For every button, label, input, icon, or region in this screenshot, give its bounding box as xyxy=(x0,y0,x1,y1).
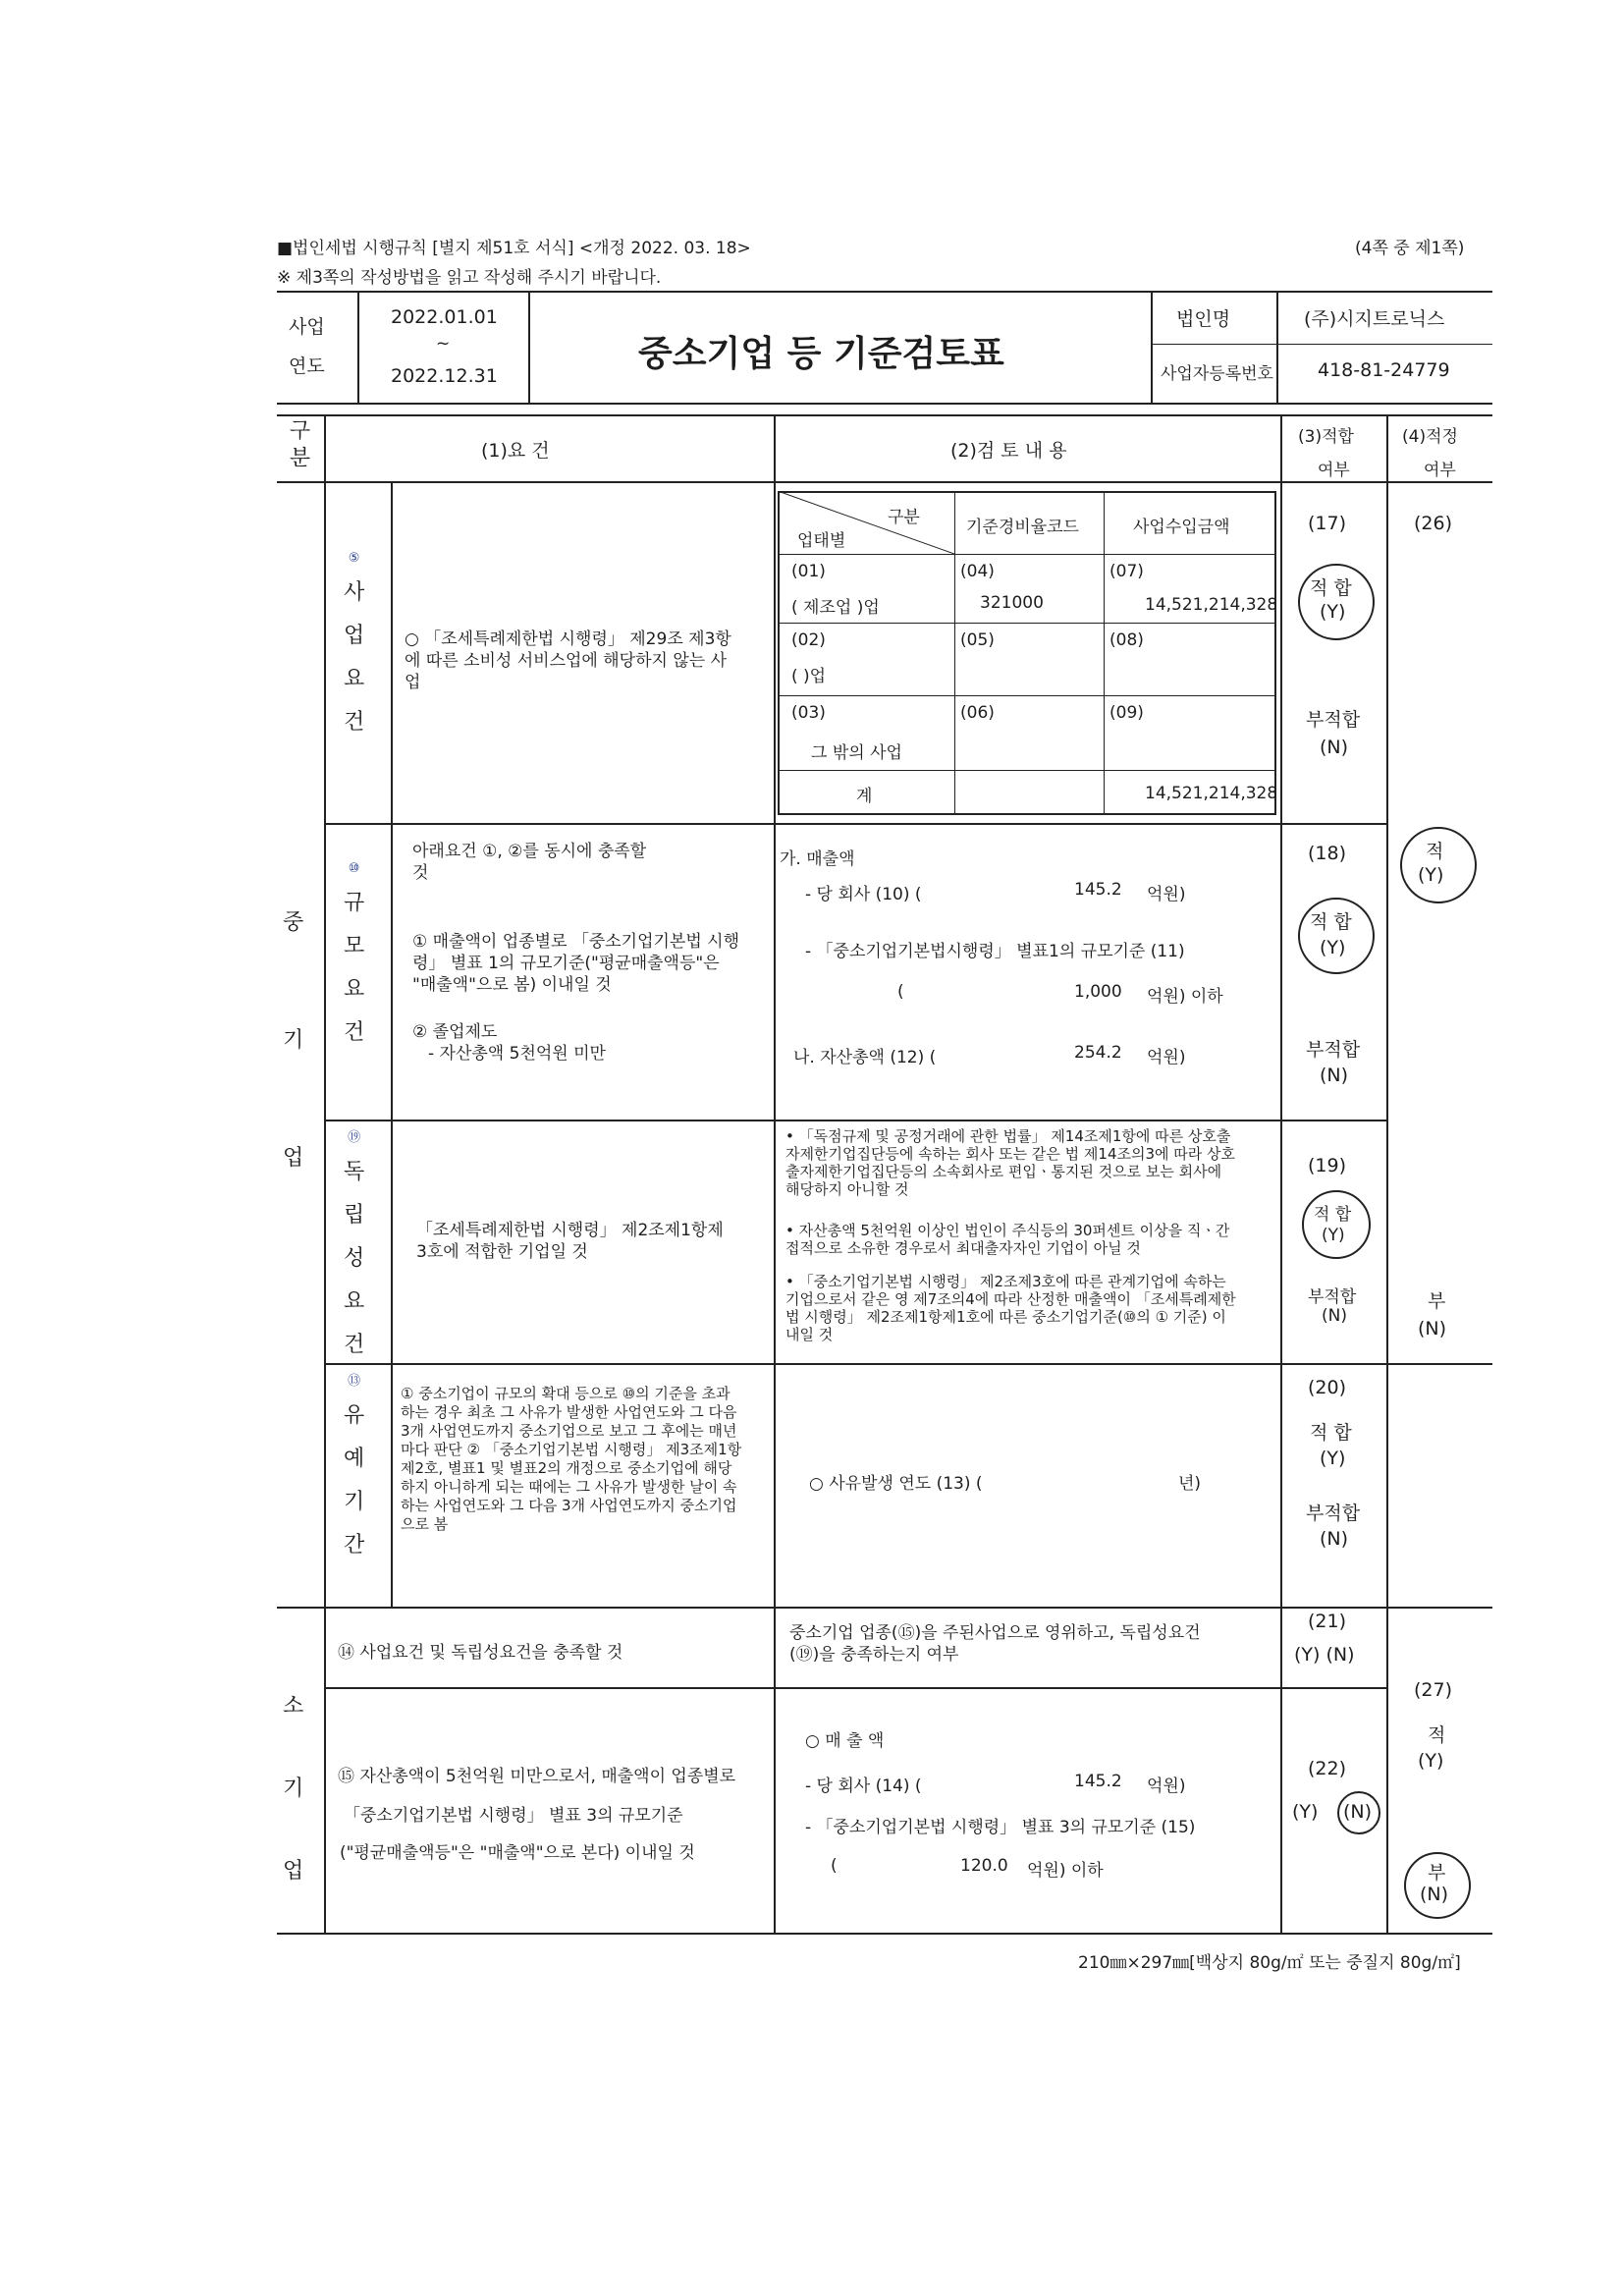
independence-label-1: 독 xyxy=(344,1160,365,1184)
row-line-1 xyxy=(324,823,1386,825)
business-label-4: 건 xyxy=(344,710,365,735)
biz-table-row-3 xyxy=(778,695,1276,696)
scale-suit-y: (Y) xyxy=(1418,864,1444,886)
independence-fit-no-n: (N) xyxy=(1322,1306,1347,1326)
independence-label-5: 건 xyxy=(344,1333,365,1357)
biz-row3-no2: (06) xyxy=(960,703,995,723)
biz-row2-name: ( )업 xyxy=(791,667,827,686)
grace-review: ○ 사유발생 연도 (13) ( xyxy=(809,1474,983,1494)
business-label-1: 사 xyxy=(344,580,365,605)
biz-row1-no2: (04) xyxy=(960,562,995,581)
title-bottom-line xyxy=(277,403,1492,405)
grace-label-2: 예 xyxy=(344,1447,365,1471)
grace-fit-yes-y: (Y) xyxy=(1320,1448,1346,1469)
independence-label-2: 립 xyxy=(344,1203,365,1228)
small-review-1: 중소기업 업종(⑮)을 주된사업으로 영위하고, 독립성요건(⑲)을 충족하는지 여부 xyxy=(789,1623,1201,1665)
form-reference: ■법인세법 시행규칙 [별지 제51호 서식] <개정 2022. 03. 18> xyxy=(277,239,751,258)
scale-review-b: 나. 자산총액 (12) ( xyxy=(793,1048,937,1067)
title-divider-2 xyxy=(528,291,530,403)
year-label-2: 연도 xyxy=(289,355,325,377)
biz-header-income: 사업수입금액 xyxy=(1133,518,1230,537)
independence-review-2: • 자산총액 5천억원 이상인 법인이 주식등의 30퍼센트 이상을 직ㆍ간접적으로 소유한 경우로서 최대출자자인 기업이 아닐 것 xyxy=(785,1222,1230,1257)
business-fit-no-n: (N) xyxy=(1320,737,1349,758)
grace-requirement: ① 중소기업이 규모의 확대 등으로 ⑩의 기준을 초과하는 경우 최초 그 사유가 발생한 사업연도와 그 다음 3개 사업연도까지 중소기업으로 보고 그 후에는 매년마다 판단 ② 「중소기업기본법 시행령」 제3조제1항제2호, 별표1 및 별표2의 개정으로 중소기업에 해당하지 아니하게 되는 때에는 그 사유가 발생한 날이 속하는 사업연도와 그 다음 3개 사업연도까지 중소기업으로 봄 xyxy=(401,1385,742,1533)
small-review-2a: - 당 회사 (14) ( xyxy=(805,1777,922,1796)
grace-label-3: 기 xyxy=(344,1490,365,1514)
biz-row3-name: 그 밖의 사업 xyxy=(811,743,902,763)
small-suit-y: (Y) xyxy=(1418,1750,1444,1772)
small-suit-n: (N) xyxy=(1420,1884,1449,1905)
scale-review-a1-unit: 억원) xyxy=(1147,885,1186,904)
paper-spec: 210㎜×297㎜[백상지 80g/㎡ 또는 중질지 80g/㎡] xyxy=(1078,1953,1461,1973)
small-req-2c: ("평균매출액등"은 "매출액"으로 본다) 이내일 것 xyxy=(340,1843,695,1863)
independence-label-4: 요 xyxy=(344,1289,365,1314)
small-fit-2-no: (22) xyxy=(1308,1758,1347,1779)
business-fit-no-label: 부적합 xyxy=(1306,709,1361,731)
table-bottom-line xyxy=(277,1933,1492,1935)
biz-row1-name: ( 제조업 )업 xyxy=(791,598,880,618)
biz-row1-no1: (01) xyxy=(791,562,826,581)
small-suit-label: 적 xyxy=(1428,1724,1446,1746)
section-sme-2: 기 xyxy=(283,1028,304,1053)
table-top-line xyxy=(277,414,1492,416)
independence-requirement: 「조세특례제한법 시행령」 제2조제1항제3호에 적합한 기업일 것 xyxy=(416,1221,724,1262)
small-fit-1-yn: (Y) (N) xyxy=(1294,1644,1355,1666)
small-review-2c-unit: 억원) 이하 xyxy=(1027,1861,1104,1881)
scale-review-a3-unit: 억원) 이하 xyxy=(1147,987,1223,1007)
end-date: 2022.12.31 xyxy=(391,365,498,387)
instruction-text: ※ 제3쪽의 작성방법을 읽고 작성해 주시기 바랍니다. xyxy=(277,268,662,288)
scale-label-2: 모 xyxy=(344,934,365,958)
biz-table-row-4 xyxy=(778,770,1276,771)
business-label-num: ⑤ xyxy=(348,551,360,566)
business-fit-yes-y: (Y) xyxy=(1320,601,1346,623)
small-fit-2-y: (Y) xyxy=(1292,1801,1319,1823)
date-dash: ~ xyxy=(436,334,451,354)
biz-row3-no3: (09) xyxy=(1109,703,1144,723)
scale-req-2b: - 자산총액 5천억원 미만 xyxy=(428,1044,606,1064)
biz-row2-no1: (02) xyxy=(791,630,826,650)
scale-review-a1: - 당 회사 (10) ( xyxy=(805,885,922,904)
small-req-1: ⑭ 사업요건 및 독립성요건을 충족할 것 xyxy=(338,1643,623,1663)
col-line-1 xyxy=(324,414,326,1933)
section-small-2: 기 xyxy=(283,1777,304,1801)
independence-fit-yes: 적 합 xyxy=(1314,1205,1352,1225)
grace-label xyxy=(344,1369,364,1567)
scale-fit-yes-y: (Y) xyxy=(1320,937,1346,958)
biz-header-gubun: 구분 xyxy=(888,508,920,527)
biz-row1-amount: 14,521,214,328 xyxy=(1145,595,1278,615)
scale-label-4: 건 xyxy=(344,1020,365,1045)
scale-fit-no-n: (N) xyxy=(1320,1065,1349,1086)
corp-name: (주)시지트로닉스 xyxy=(1304,308,1445,330)
page-title: 중소기업 등 기준검토표 xyxy=(638,334,1004,374)
business-requirement: ○ 「조세특례제한법 시행령」 제29조 제3항에 따른 소비성 서비스업에 해당하지 않는 사업 xyxy=(405,629,731,692)
row-line-5 xyxy=(324,1687,1386,1689)
biz-row1-code: 321000 xyxy=(980,593,1044,613)
section-sme-3: 업 xyxy=(283,1146,304,1171)
scale-label-3: 요 xyxy=(344,977,365,1002)
col-fit: (3)적합 xyxy=(1298,427,1354,447)
scale-review-a3-val: 1,000 xyxy=(1074,982,1122,1002)
col-suitable: (4)적정 xyxy=(1402,427,1458,447)
business-label-2: 업 xyxy=(344,624,365,648)
scale-suit: 적 xyxy=(1426,841,1444,862)
business-label-3: 요 xyxy=(344,667,365,691)
scale-req-intro: 아래요건 ①, ②를 동시에 충족할 것 xyxy=(412,842,647,883)
biz-total-label: 계 xyxy=(856,787,873,806)
independence-review-1: • 「독점규제 및 공정거래에 관한 법률」 제14조제1항에 따른 상호출자제한기업집단등에 속하는 회사 또는 같은 법 제14조의3에 따라 상호출자제한기업집단등의 소속회사로 편입ㆍ통지된 것으로 보는 회사에 해당하지 아니할 것 xyxy=(785,1127,1236,1198)
section-small-1: 소 xyxy=(283,1694,304,1719)
scale-fit-yes: 적 합 xyxy=(1310,911,1352,933)
col-review: (2)검 토 내 용 xyxy=(950,440,1067,462)
col-suitable-sub: 여부 xyxy=(1424,461,1456,480)
scale-review-b-val: 254.2 xyxy=(1074,1043,1122,1063)
biz-header-upte: 업태별 xyxy=(797,531,846,551)
grace-fit-no-n: (N) xyxy=(1320,1528,1349,1550)
title-top-line xyxy=(277,291,1492,293)
biz-total-amount: 14,521,214,328 xyxy=(1145,784,1278,803)
row-line-4 xyxy=(277,1607,1492,1609)
independence-suit: 부 xyxy=(1428,1290,1446,1312)
independence-fit-yes-y: (Y) xyxy=(1322,1226,1345,1245)
independence-fit-no: (19) xyxy=(1308,1155,1347,1176)
small-review-2c-val: 120.0 xyxy=(960,1856,1008,1876)
col-fit-sub: 여부 xyxy=(1318,461,1350,480)
grace-review-end: 년) xyxy=(1178,1474,1202,1494)
small-suit-no: (27) xyxy=(1414,1679,1453,1701)
small-review-2: ○ 매 출 액 xyxy=(805,1731,885,1751)
scale-review-a1-val: 145.2 xyxy=(1074,880,1122,900)
scale-review-a: 가. 매출액 xyxy=(780,849,855,869)
small-fit-1-no: (21) xyxy=(1308,1611,1347,1632)
business-label xyxy=(344,546,364,744)
sub-label-line xyxy=(391,481,393,1607)
biz-table-col-1 xyxy=(954,491,955,815)
biz-row1-no3: (07) xyxy=(1109,562,1144,581)
col-line-3 xyxy=(1280,414,1282,1933)
independence-review-3: • 「중소기업기본법 시행령」 제2조제3호에 따른 관계기업에 속하는 기업으로서 같은 영 제7조의4에 따라 산정한 매출액이 「조세특례제한법 시행령」 제2조제1항제1호에 따른 중소기업기준(⑩의 ① 기준) 이내일 것 xyxy=(785,1273,1236,1343)
biz-no: 418-81-24779 xyxy=(1318,359,1450,381)
scale-review-a3-open: ( xyxy=(897,982,904,1002)
col-category-text: 구분 xyxy=(286,418,310,473)
business-fit-no: (17) xyxy=(1308,513,1347,534)
section-sme xyxy=(283,864,303,1218)
section-small-3: 업 xyxy=(283,1859,304,1884)
col-requirement: (1)요 건 xyxy=(481,440,550,462)
corp-name-label: 법인명 xyxy=(1176,308,1231,330)
col-category xyxy=(283,418,312,473)
row-line-2 xyxy=(324,1120,1386,1121)
independence-suit-n: (N) xyxy=(1418,1318,1447,1339)
small-suit-no-label: 부 xyxy=(1428,1862,1446,1884)
biz-row2-no3: (08) xyxy=(1109,630,1144,650)
grace-label-num: ⑬ xyxy=(348,1374,361,1389)
section-small xyxy=(283,1666,303,1913)
year-label-1: 사업 xyxy=(289,316,325,338)
title-mid-line xyxy=(1151,344,1492,345)
business-suit-no: (26) xyxy=(1414,513,1453,534)
biz-row3-no1: (03) xyxy=(791,703,826,723)
section-sme-1: 중 xyxy=(283,910,304,935)
small-review-2b: - 「중소기업기본법 시행령」 별표 3의 규모기준 (15) xyxy=(805,1818,1196,1837)
biz-table-col-2 xyxy=(1104,491,1105,815)
biz-no-label: 사업자등록번호 xyxy=(1161,364,1273,384)
small-req-2b: 「중소기업기본법 시행령」 별표 3의 규모기준 xyxy=(344,1806,683,1826)
grace-fit-yes: 적 합 xyxy=(1310,1422,1352,1444)
scale-req-1: ① 매출액이 업종별로 「중소기업기본법 시행령」 별표 1의 규모기준("평균매출액등"은 "매출액"으로 봄) 이내일 것 xyxy=(412,932,740,995)
title-divider-1 xyxy=(357,291,359,403)
biz-row2-no2: (05) xyxy=(960,630,995,650)
independence-label xyxy=(344,1125,364,1367)
biz-table-row-1 xyxy=(778,554,1276,555)
scale-fit-no-label: 부적합 xyxy=(1306,1039,1361,1061)
row-line-3 xyxy=(324,1363,1492,1365)
page-info: (4쪽 중 제1쪽) xyxy=(1355,239,1465,258)
title-divider-4 xyxy=(1276,291,1278,403)
independence-fit-no-label: 부적합 xyxy=(1308,1287,1357,1307)
col-line-4 xyxy=(1386,414,1388,1933)
small-req-2a: ⑮ 자산총액이 5천억원 미만으로서, 매출액이 업종별로 xyxy=(338,1767,736,1786)
small-review-2a-val: 145.2 xyxy=(1074,1772,1122,1791)
scale-label-1: 규 xyxy=(344,891,365,915)
grace-label-4: 간 xyxy=(344,1533,365,1558)
table-header-bottom xyxy=(277,481,1492,483)
small-review-2c-open: ( xyxy=(831,1856,838,1876)
scale-review-b-unit: 억원) xyxy=(1147,1048,1186,1067)
scale-fit-no: (18) xyxy=(1308,843,1347,864)
grace-fit-no-label: 부적합 xyxy=(1306,1503,1361,1524)
small-fit-2-n: (N) xyxy=(1343,1801,1373,1823)
grace-fit-no: (20) xyxy=(1308,1377,1347,1398)
col-line-2 xyxy=(774,414,776,1933)
small-review-2a-unit: 억원) xyxy=(1147,1777,1186,1796)
scale-req-2: ② 졸업제도 xyxy=(412,1022,498,1042)
biz-header-code: 기준경비율코드 xyxy=(966,518,1079,537)
grace-label-1: 유 xyxy=(344,1403,365,1428)
biz-table-row-2 xyxy=(778,623,1276,624)
independence-label-3: 성 xyxy=(344,1246,365,1271)
scale-review-a2: - 「중소기업기본법시행령」 별표1의 규모기준 (11) xyxy=(805,942,1185,961)
title-divider-3 xyxy=(1151,291,1153,403)
business-fit-yes: 적 합 xyxy=(1310,577,1352,599)
scale-label-num: ⑩ xyxy=(348,861,360,876)
scale-label xyxy=(344,856,364,1055)
independence-label-num: ⑲ xyxy=(348,1130,361,1145)
start-date: 2022.01.01 xyxy=(391,306,498,328)
